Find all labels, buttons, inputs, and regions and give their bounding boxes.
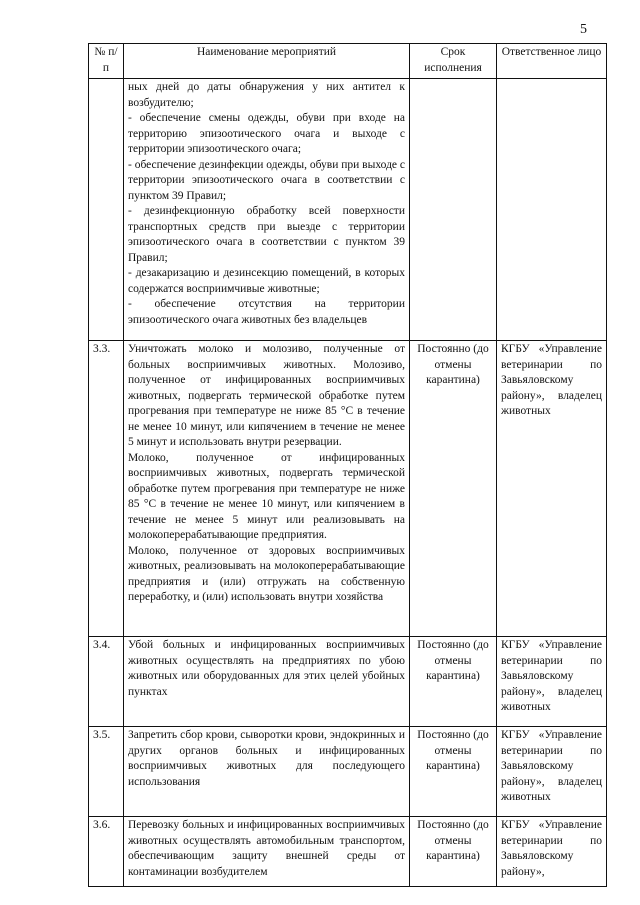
- table-row: [89, 727, 607, 817]
- row-event: [124, 79, 410, 341]
- event-paragraph: - дезинфекционную обработку всей поверхности транспортных средств при выезде с территории эпизоотического очага в соответствии с пунктом 39 Правил;: [128, 205, 405, 264]
- row-term: Постоянно (до отмены карантина): [410, 341, 497, 637]
- row-number: 3.5.: [89, 727, 124, 817]
- event-paragraph: - дезакаризацию и дезинсекцию помещений, в которых содержатся восприимчивые животные;: [128, 267, 405, 295]
- event-paragraph: ных дней до даты обнаружения у них антител к возбудителю;: [128, 81, 405, 109]
- event-paragraph: - обеспечение дезинфекции одежды, обуви при выходе с территории эпизоотического очага в соответствии с пунктом 39 Правил;: [128, 158, 405, 202]
- event-paragraph: Убой больных и инфицированных восприимчивых животных осуществлять на предприятиях по убою животных или оборудованных для этих целей убойных пунктах: [128, 639, 405, 698]
- row-responsible: КГБУ «Управление ветеринарии по Завьяловскому району», владелец животных: [497, 341, 607, 637]
- row-term: Постоянно (до отмены карантина): [410, 817, 497, 887]
- table-row: [89, 637, 607, 727]
- table-row: [89, 79, 607, 341]
- row-event: [124, 727, 410, 817]
- event-paragraph: Перевозку больных и инфицированных восприимчивых животных осуществлять автомобильным транспортом, обеспечивающим защиту внешней среды от контаминации возбудителем: [128, 819, 405, 878]
- event-paragraph: Уничтожать молоко и молозиво, полученные от больных восприимчивых животных. Молозиво, полученное от инфицированных восприимчивых животных, подвергать термической обработке путем прогревания при температуре не ниже 85 °С в течение не менее 10 минут, или кипячением в течение не менее 5 минут и использовать внутри резервации.: [128, 343, 405, 448]
- event-paragraph: - обеспечение отсутствия на территории эпизоотического очага животных без владельцев: [128, 298, 405, 326]
- row-term: Постоянно (до отмены карантина): [410, 637, 497, 727]
- row-event: [124, 341, 410, 637]
- table-row: [89, 817, 607, 887]
- row-number: 3.3.: [89, 341, 124, 637]
- event-paragraph: Запретить сбор крови, сыворотки крови, эндокринных и других органов больных и инфицированных восприимчивых животных для последующего использования: [128, 729, 405, 788]
- table-header-row: [89, 44, 607, 79]
- row-responsible: [497, 79, 607, 341]
- row-number: 3.4.: [89, 637, 124, 727]
- row-term: [410, 79, 497, 341]
- row-responsible: КГБУ «Управление ветеринарии по Завьяловскому району»,: [497, 817, 607, 887]
- event-paragraph: - обеспечение смены одежды, обуви при входе на территорию эпизоотического очага и выходе с территории эпизоотического очага;: [128, 112, 405, 155]
- header-number: № п/п: [89, 44, 124, 79]
- row-number: 3.6.: [89, 817, 124, 887]
- event-paragraph: Молоко, полученное от здоровых восприимчивых животных, реализовывать на молокоперерабатывающие предприятия и (или) отгружать на собственную переработку, и (или) использовать внутри хозяйства: [128, 544, 405, 603]
- header-event: Наименование мероприятий: [124, 44, 410, 79]
- row-term: Постоянно (до отмены карантина): [410, 727, 497, 817]
- header-responsible: Ответственное лицо: [497, 44, 607, 79]
- row-event: [124, 817, 410, 887]
- row-number: [89, 79, 124, 341]
- table-row: [89, 341, 607, 637]
- measures-table: [88, 43, 607, 887]
- event-paragraph: Молоко, полученное от инфицированных восприимчивых животных, подвергать термической обработке путем прогревания при температуре не ниже 85 °С в течение не менее 10 минут, или кипячением в течение не менее 5 минут или реализовывать на молокоперерабатывающие предприятия.: [128, 451, 405, 541]
- page-number: 5: [580, 22, 587, 37]
- row-responsible: КГБУ «Управление ветеринарии по Завьяловскому району», владелец животных: [497, 637, 607, 727]
- row-responsible: КГБУ «Управление ветеринарии по Завьяловскому району», владелец животных: [497, 727, 607, 817]
- header-term: Срок исполнения: [410, 44, 497, 79]
- row-event: [124, 637, 410, 727]
